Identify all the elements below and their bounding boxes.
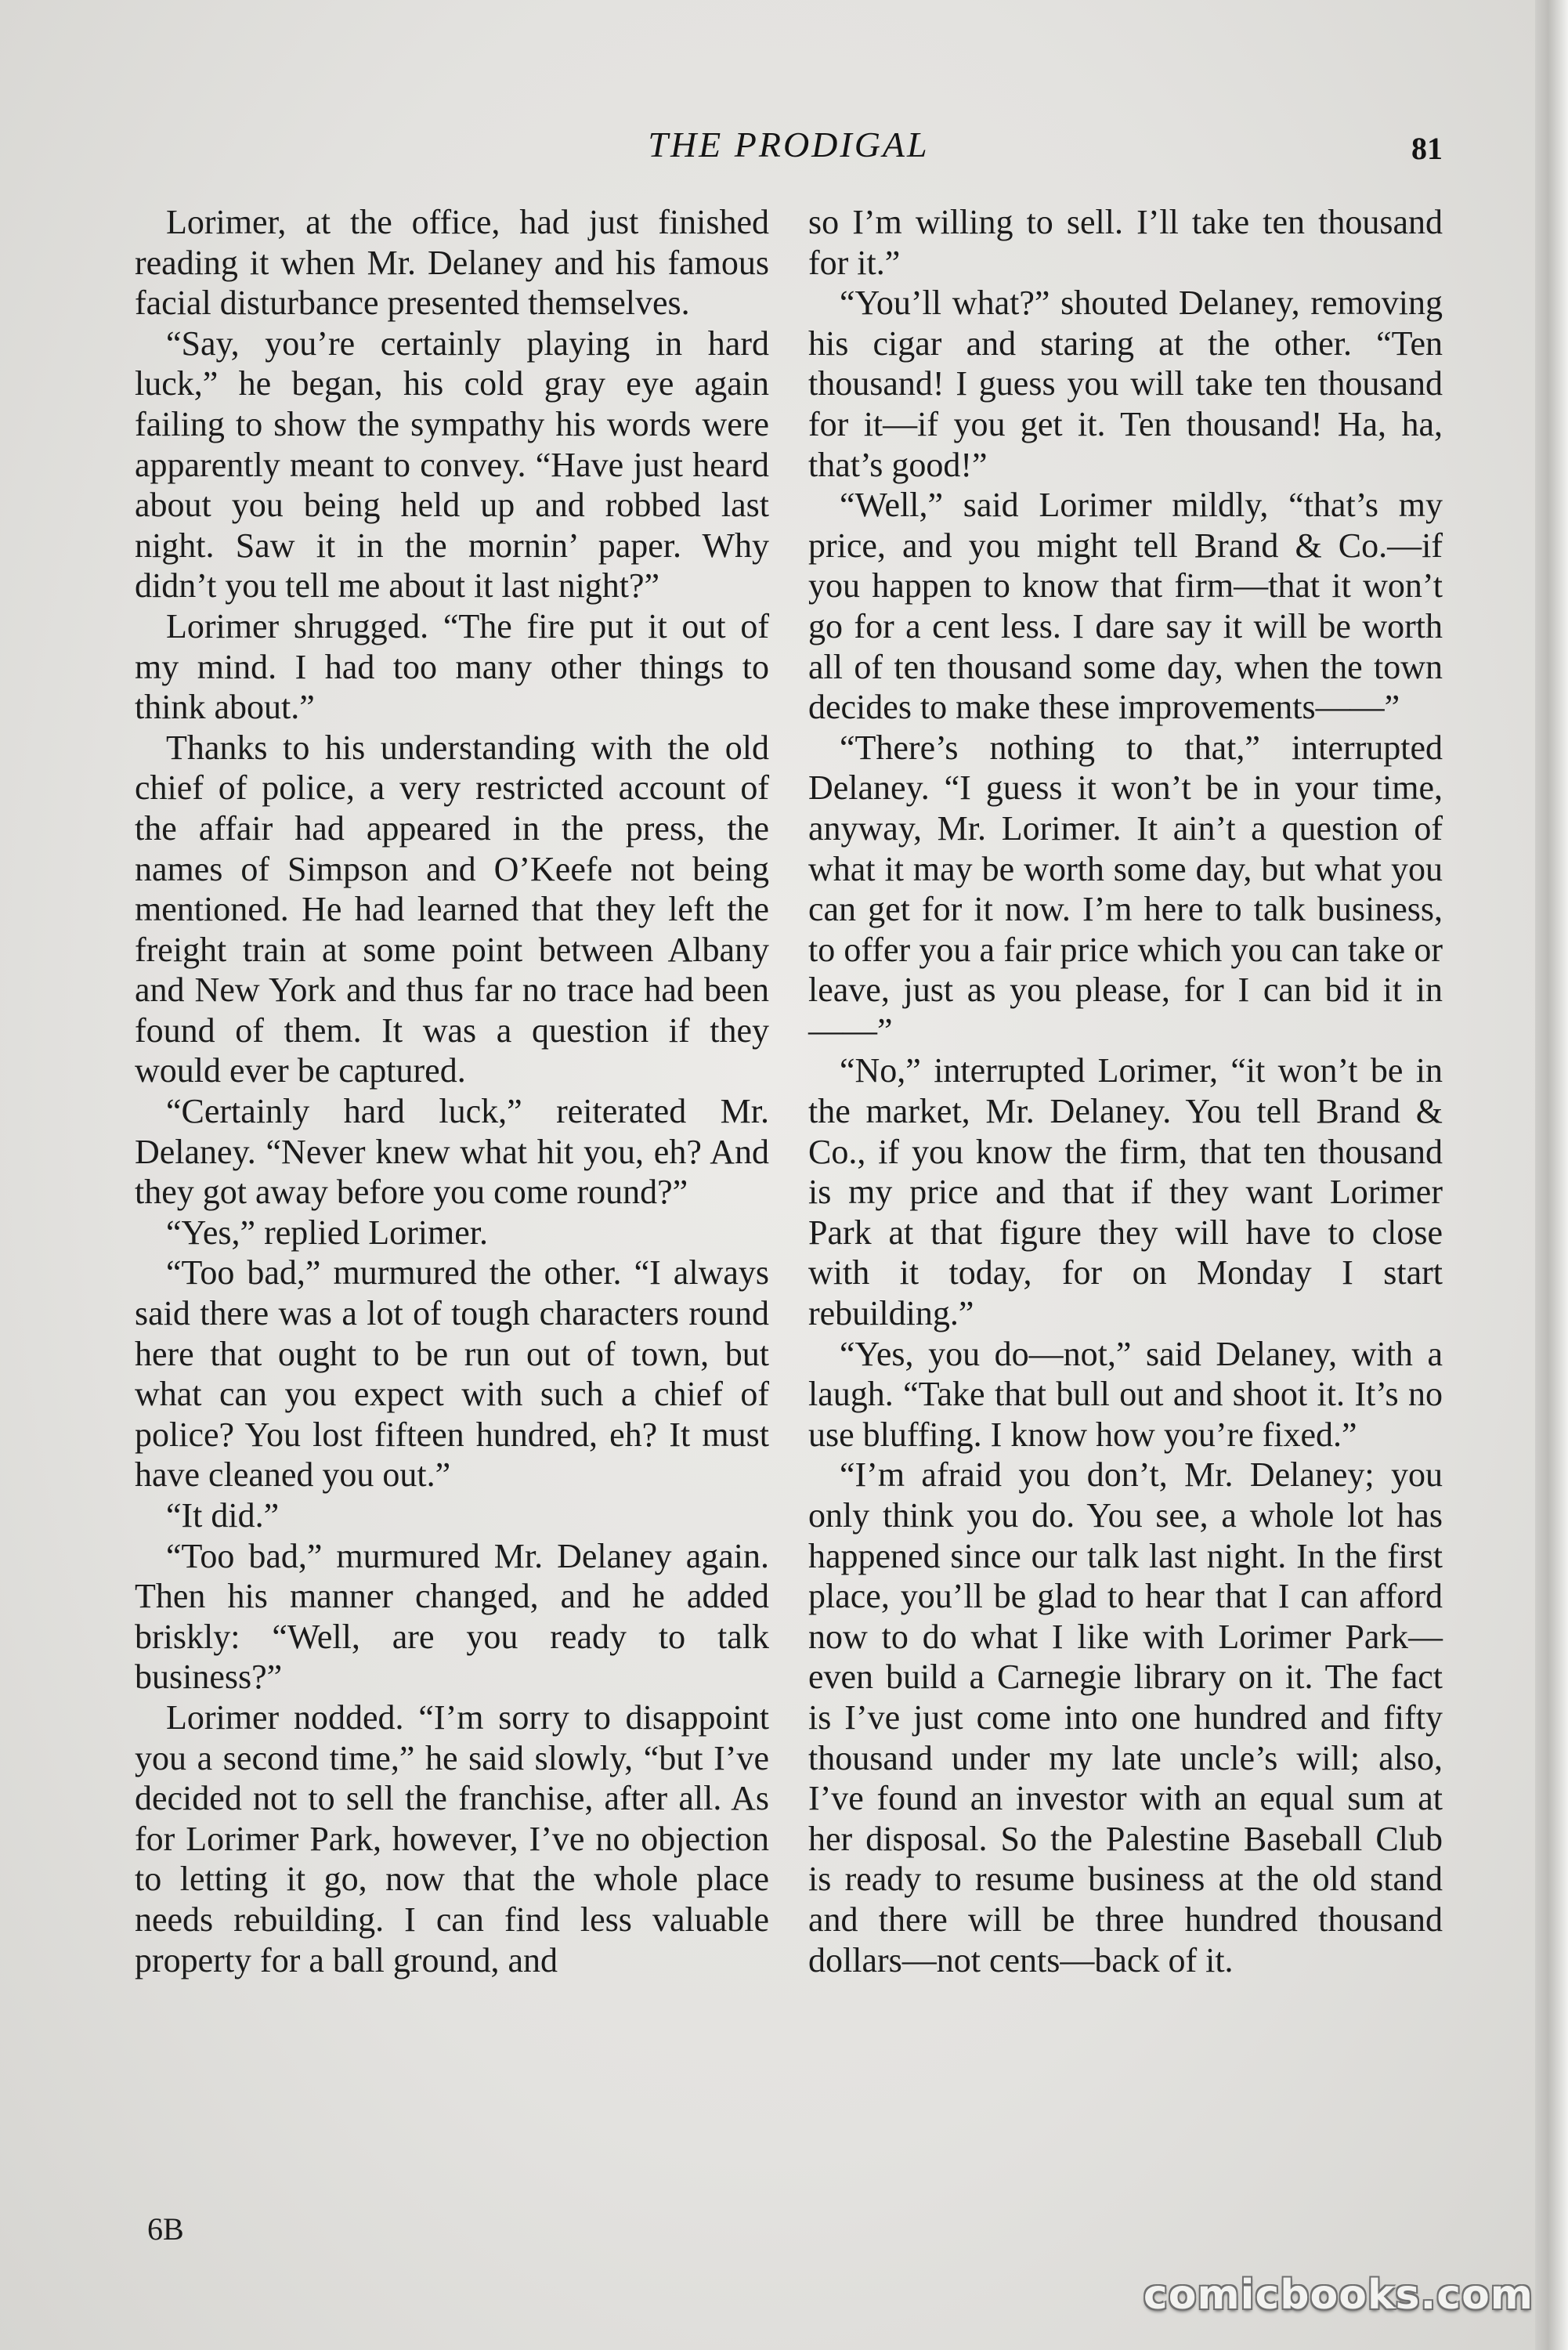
paragraph: “I’m afraid you don’t, Mr. Delaney; you only think you do. You see, a whole lot has happened since our talk last night. In the first place, you’ll be glad to hear that I can afford now to do what I like with Lorimer Park—even build a Carnegie library on it. The fact is I’ve just come into one hundred and fifty thousand under my late uncle’s will; also, I’ve found an investor with an equal sum at her disposal. So the Palestine Baseball Club is ready to resume business at the old stand and there will be three hundred thousand dollars—not cents—back of it. [808, 1455, 1443, 1979]
paragraph: “No,” interrupted Lorimer, “it won’t be in the market, Mr. Delaney. You tell Brand & Co., if you know the firm, that ten thousand is my price and that if they want Lorimer Park at that figure they will have to close with it today, for on Monday I start rebuilding.” [808, 1051, 1443, 1333]
left-column [135, 202, 769, 1980]
paragraph-continued: so I’m willing to sell. I’ll take ten thousand for it.” [808, 203, 1443, 282]
running-header [135, 118, 1443, 180]
paragraph: “Certainly hard luck,” reiterated Mr. Delaney. “Never knew what hit you, eh? And they got away before you come round?” [135, 1092, 769, 1212]
binding-edge [1535, 0, 1568, 2350]
paragraph: Thanks to his understanding with the old chief of police, a very restricted account of the affair had appeared in the press, the names of Simpson and O’Keefe not being mentioned. He had learned that they left the freight train at some point between Albany and New York and thus far no trace had been found of them. It was a question if they would ever be captured. [135, 728, 769, 1090]
paragraph: “Yes,” replied Lorimer. [166, 1213, 488, 1252]
paragraph: “Well,” said Lorimer mildly, “that’s my price, and you might tell Brand & Co.—if you happen to know that firm—that it won’t go for a cent less. I dare say it will be worth all of ten thousand some day, when the town decides to make these improvements——” [808, 486, 1443, 727]
paragraph: “Too bad,” murmured Mr. Delaney again. Then his manner changed, and he added briskly: “Well, are you ready to talk business?” [135, 1536, 769, 1697]
watermark: comicbooks.com [1143, 2272, 1534, 2319]
running-title: THE PRODIGAL [648, 125, 930, 164]
paragraph: Lorimer, at the office, had just finished reading it when Mr. Delaney and his famous facial disturbance presented themselves. [135, 203, 769, 323]
signature-mark: 6B [147, 2211, 184, 2247]
right-column [808, 202, 1443, 1980]
paragraph: “Say, you’re certainly playing in hard luck,” he began, his cold gray eye again failing to show the sympathy his words were apparently meant to convey. “Have just heard about you being held up and robbed last night. Saw it in the mornin’ paper. Why didn’t you tell me about it last night?” [135, 324, 769, 606]
paragraph: “Too bad,” murmured the other. “I always said there was a lot of tough characters round here that ought to be run out of town, but what can you expect with such a chief of police? You lost fifteen hundred, eh? It must have cleaned you out.” [135, 1253, 769, 1495]
paragraph: “It did.” [166, 1496, 280, 1535]
paragraph: “You’ll what?” shouted Delaney, removing his cigar and staring at the other. “Ten thousand! I guess you will take ten thousand for it—if you get it. Ten thousand! Ha, ha, that’s good!” [808, 284, 1443, 484]
paragraph: Lorimer shrugged. “The fire put it out of my mind. I had too many other things to think about.” [135, 606, 769, 727]
paragraph: “Yes, you do—not,” said Delaney, with a laugh. “Take that bull out and shoot it. It’s no use bluffing. I know how you’re fixed.” [808, 1334, 1443, 1454]
paragraph: Lorimer nodded. “I’m sorry to disappoint you a second time,” he said slowly, “but I’ve decided not to sell the franchise, after all. As for Lorimer Park, however, I’ve no objection to letting it go, now that the whole place needs rebuilding. I can find less valuable property for a ball ground, and [135, 1697, 769, 1979]
page-number: 81 [1411, 131, 1443, 166]
paragraph: “There’s nothing to that,” interrupted Delaney. “I guess it won’t be in your time, anyway, Mr. Lorimer. It ain’t a question of what it may be worth some day, but what you can get for it now. I’m here to talk business, to offer you a fair price which you can take or leave, just as you please, for I can bid it in——” [808, 728, 1443, 1050]
